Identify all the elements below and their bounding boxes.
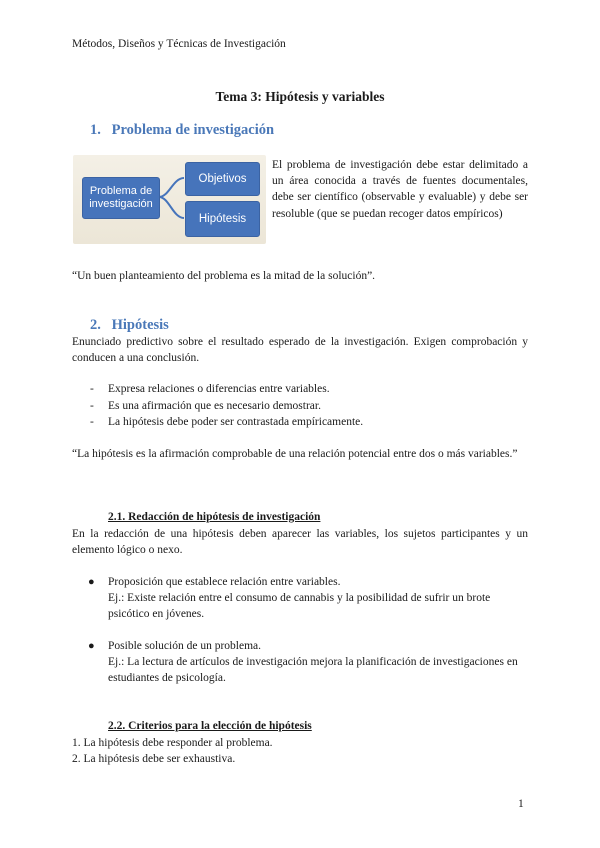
list-item: - Es una afirmación que es necesario demostrar. <box>72 398 92 415</box>
connector-to-objetivos <box>159 178 184 197</box>
diagram-box-objetivos: Objetivos <box>185 162 260 196</box>
list-item <box>72 638 528 688</box>
section-1-paragraph: El problema de investigación debe estar delimitado a un área conocida a través de fuentes documentales, debe ser científico (observable y evaluable) y debe ser resoluble (que se puedan recoger datos empíricos) <box>272 159 528 220</box>
section-1-heading <box>90 122 274 138</box>
bullet-dot-icon: ● <box>88 640 95 652</box>
bullet-line: Proposición que establece relación entre variables. <box>108 576 341 588</box>
bullet-dot-icon: ● <box>88 576 95 588</box>
section-1-quote: “Un buen planteamiento del problema es la mitad de la solución”. <box>72 270 376 282</box>
problem-diagram <box>73 155 266 244</box>
bullet-line: Posible solución de un problema. <box>108 640 261 652</box>
diagram-box-hipotesis: Hipótesis <box>185 201 260 237</box>
section-2-number: 2. <box>90 317 101 333</box>
section-2-title: Hipótesis <box>111 317 169 333</box>
section-1-title: Problema de investigación <box>111 122 275 138</box>
document-title: Tema 3: Hipótesis y variables <box>215 89 385 104</box>
list-item: - La hipótesis debe poder ser contrastada empíricamente. <box>72 414 92 431</box>
page-header: Métodos, Diseños y Técnicas de Investigación <box>72 38 286 50</box>
hypothesis-traits-list <box>72 381 364 431</box>
section-2-heading <box>90 317 169 333</box>
section-2-quote: “La hipótesis es la afirmación comprobable de una relación potencial entre dos o más variables.” <box>72 448 518 460</box>
diagram-box-problema: Problema de investigación <box>82 177 160 219</box>
bullet-example: Ej.: La lectura de artículos de investigación mejora la planificación de investigaciones en estudiantes de psicología. <box>108 656 518 684</box>
section-2-1-heading: 2.1. Redacción de hipótesis de investigación <box>108 511 321 523</box>
section-2-2-heading: 2.2. Criterios para la elección de hipótesis <box>108 720 312 732</box>
connector-to-hipotesis <box>159 197 184 218</box>
section-2-intro: Enunciado predictivo sobre el resultado esperado de la investigación. Exigen comprobación y conducen a una conclusión. <box>72 336 528 364</box>
section-1-number: 1. <box>90 122 101 138</box>
section-2-1-intro: En la redacción de una hipótesis deben aparecer las variables, los sujetos participantes y un elemento lógico o nexo. <box>72 528 528 556</box>
list-item <box>72 574 528 624</box>
criteria-item-2: 2. La hipótesis debe ser exhaustiva. <box>72 753 236 765</box>
bullet-example: Ej.: Existe relación entre el consumo de cannabis y la posibilidad de sufrir un brote psicótico en jóvenes. <box>108 592 491 620</box>
page-number: 1 <box>518 798 524 810</box>
criteria-item-1: 1. La hipótesis debe responder al problema. <box>72 737 273 749</box>
list-item: - Expresa relaciones o diferencias entre variables. <box>72 381 92 398</box>
